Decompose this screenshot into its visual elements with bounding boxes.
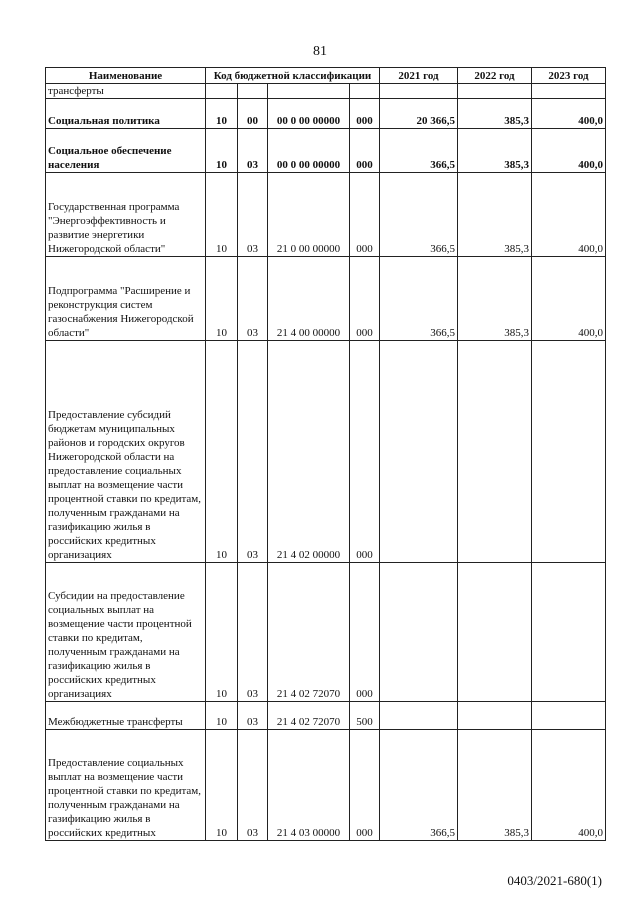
row-expense-type: 000 bbox=[350, 730, 380, 841]
page-number: 81 bbox=[313, 44, 327, 59]
row-expense-type: 000 bbox=[350, 341, 380, 563]
row-subsection: 03 bbox=[238, 702, 268, 730]
row-2022: 385,3 bbox=[458, 730, 532, 841]
table-row bbox=[46, 341, 606, 563]
table-row bbox=[46, 129, 606, 173]
row-2023 bbox=[532, 563, 606, 702]
row-2021: 20 366,5 bbox=[380, 99, 458, 129]
row-2022: 385,3 bbox=[458, 173, 532, 257]
table-row bbox=[46, 257, 606, 341]
row-2021 bbox=[380, 563, 458, 702]
row-name: Предоставление субсидий бюджетам муниципальных районов и городских округов Нижегородской области на предоставление социальных выплат на возмещение части процентной ставки по кредитам, полученным гражданами на газификацию жилья в российских кредитных организациях bbox=[46, 341, 206, 563]
row-subsection: 03 bbox=[238, 173, 268, 257]
budget-table bbox=[45, 67, 606, 841]
table-row bbox=[46, 563, 606, 702]
row-2023 bbox=[532, 702, 606, 730]
row-target-code: 21 4 02 00000 bbox=[268, 341, 350, 563]
row-section bbox=[206, 84, 238, 99]
row-section: 10 bbox=[206, 257, 238, 341]
row-2021 bbox=[380, 702, 458, 730]
document-code: 0403/2021-680(1) bbox=[507, 873, 602, 888]
row-target-code: 21 4 02 72070 bbox=[268, 702, 350, 730]
row-2022 bbox=[458, 84, 532, 99]
row-2022: 385,3 bbox=[458, 99, 532, 129]
row-target-code: 21 0 00 00000 bbox=[268, 173, 350, 257]
row-expense-type: 000 bbox=[350, 129, 380, 173]
header-code: Код бюджетной классификации bbox=[206, 68, 380, 84]
row-section: 10 bbox=[206, 702, 238, 730]
row-2021: 366,5 bbox=[380, 257, 458, 341]
row-2023: 400,0 bbox=[532, 99, 606, 129]
table-header-row bbox=[46, 68, 606, 84]
row-target-code: 00 0 00 00000 bbox=[268, 99, 350, 129]
row-2021: 366,5 bbox=[380, 173, 458, 257]
row-2022 bbox=[458, 341, 532, 563]
row-name: Подпрограмма "Расширение и реконструкция систем газоснабжения Нижегородской области" bbox=[46, 257, 206, 341]
row-2021: 366,5 bbox=[380, 129, 458, 173]
table-row bbox=[46, 173, 606, 257]
row-target-code: 21 4 02 72070 bbox=[268, 563, 350, 702]
row-subsection: 03 bbox=[238, 730, 268, 841]
row-expense-type: 000 bbox=[350, 173, 380, 257]
row-2022 bbox=[458, 563, 532, 702]
row-subsection: 03 bbox=[238, 341, 268, 563]
row-subsection: 03 bbox=[238, 257, 268, 341]
header-2022: 2022 год bbox=[458, 68, 532, 84]
header-2021: 2021 год bbox=[380, 68, 458, 84]
row-2022 bbox=[458, 702, 532, 730]
row-2022: 385,3 bbox=[458, 257, 532, 341]
row-subsection: 03 bbox=[238, 129, 268, 173]
row-target-code: 21 4 00 00000 bbox=[268, 257, 350, 341]
row-subsection bbox=[238, 84, 268, 99]
row-section: 10 bbox=[206, 563, 238, 702]
row-section: 10 bbox=[206, 173, 238, 257]
row-name: Предоставление социальных выплат на возмещение части процентной ставки по кредитам, полученным гражданами на газификацию жилья в российских кредитных bbox=[46, 730, 206, 841]
row-name: Социальное обеспечение населения bbox=[46, 129, 206, 173]
header-2023: 2023 год bbox=[532, 68, 606, 84]
row-2023 bbox=[532, 341, 606, 563]
row-2023: 400,0 bbox=[532, 730, 606, 841]
row-target-code: 00 0 00 00000 bbox=[268, 129, 350, 173]
row-subsection: 00 bbox=[238, 99, 268, 129]
row-2021 bbox=[380, 84, 458, 99]
row-name: Межбюджетные трансферты bbox=[46, 702, 206, 730]
row-expense-type: 000 bbox=[350, 99, 380, 129]
table-row bbox=[46, 99, 606, 129]
row-expense-type: 500 bbox=[350, 702, 380, 730]
row-name: Государственная программа "Энергоэффективность и развитие энергетики Нижегородской области" bbox=[46, 173, 206, 257]
row-section: 10 bbox=[206, 99, 238, 129]
row-target-code bbox=[268, 84, 350, 99]
row-2022: 385,3 bbox=[458, 129, 532, 173]
row-target-code: 21 4 03 00000 bbox=[268, 730, 350, 841]
row-2023 bbox=[532, 84, 606, 99]
row-name: Субсидии на предоставление социальных выплат на возмещение части процентной ставки по кредитам, полученным гражданами на газификацию жилья в российских кредитных организациях bbox=[46, 563, 206, 702]
row-name: Социальная политика bbox=[46, 99, 206, 129]
row-section: 10 bbox=[206, 341, 238, 563]
row-2023: 400,0 bbox=[532, 173, 606, 257]
table-row bbox=[46, 84, 606, 99]
row-expense-type: 000 bbox=[350, 563, 380, 702]
row-2021: 366,5 bbox=[380, 730, 458, 841]
table-row bbox=[46, 702, 606, 730]
row-section: 10 bbox=[206, 129, 238, 173]
row-section: 10 bbox=[206, 730, 238, 841]
row-expense-type bbox=[350, 84, 380, 99]
header-name: Наименование bbox=[46, 68, 206, 84]
row-2021 bbox=[380, 341, 458, 563]
row-subsection: 03 bbox=[238, 563, 268, 702]
row-2023: 400,0 bbox=[532, 257, 606, 341]
table-row bbox=[46, 730, 606, 841]
row-name: трансферты bbox=[46, 84, 206, 99]
row-2023: 400,0 bbox=[532, 129, 606, 173]
row-expense-type: 000 bbox=[350, 257, 380, 341]
